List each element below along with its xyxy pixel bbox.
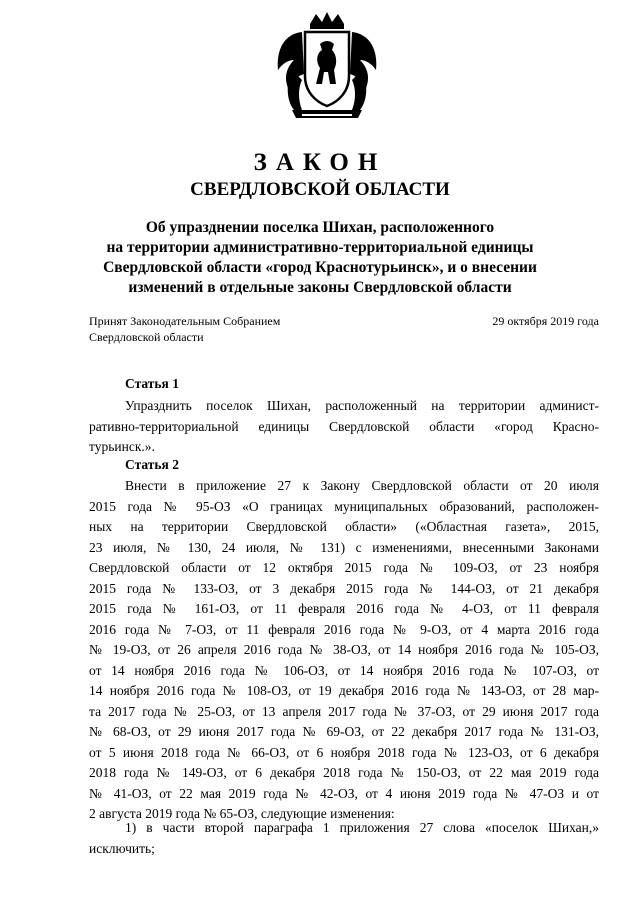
- article-2-heading: Статья 2: [125, 457, 179, 472]
- text-line: ных на территории Свердловской области» («Областная газета», 2015,: [89, 519, 599, 534]
- text-line: 2 августа 2019 года № 65-ОЗ, следующие изменения:: [89, 806, 395, 821]
- text-line: исключить;: [89, 840, 155, 856]
- text-line: от 14 ноября 2016 года № 106-ОЗ, от 14 ноября 2016 года № 107-ОЗ, от: [89, 662, 599, 678]
- adoption-body: [89, 313, 280, 345]
- article-1-heading: Статья 1: [125, 376, 179, 391]
- subject-line: на территории административно-территориальной единицы: [106, 239, 534, 256]
- text-line: 2018 года № 149-ОЗ, от 6 декабря 2018 года № 150-ОЗ, от 22 мая 2019 года: [89, 765, 599, 780]
- text-line: 1) в части второй параграфа 1 приложения 27 слова «поселок Шихан,»: [125, 820, 599, 835]
- subject-line: Об упразднении поселка Шихан, расположенного: [145, 219, 495, 236]
- text-line: 14 ноября 2016 года № 108-ОЗ, от 19 декабря 2016 года № 143-ОЗ, от 28 мар-: [89, 683, 599, 698]
- text-line: Свердловской области от 12 октября 2015 года № 109-ОЗ, от 23 ноября: [89, 560, 599, 575]
- region-title: СВЕРДЛОВСКОЙ ОБЛАСТИ: [190, 179, 450, 200]
- text-line: Внести в приложение 27 к Закону Свердловской области от 20 июля: [125, 478, 599, 493]
- coat-of-arms-emblem: [272, 10, 382, 122]
- adoption-line: Свердловской области: [89, 330, 204, 344]
- text-line: ративно-территориальной единицы Свердловской области «город Красно-: [89, 418, 599, 434]
- text-line: от 5 июня 2018 года № 66-ОЗ, от 6 ноября 2018 года № 123-ОЗ, от 6 декабря: [89, 744, 599, 760]
- article-2-text: [89, 476, 599, 825]
- text-line: 23 июля, № 130, 24 июля, № 131) с изменениями, внесенными Законами: [89, 539, 599, 555]
- subject-line: Свердловской области «город Краснотурьинск», и о внесении: [103, 259, 537, 276]
- text-line: 2015 года № 133-ОЗ, от 3 декабря 2015 года № 144-ОЗ, от 21 декабря: [89, 580, 599, 596]
- subject-line: изменений в отдельные законы Свердловской области: [128, 279, 512, 296]
- text-line: та 2017 года № 25-ОЗ, от 13 апреля 2017 года № 37-ОЗ, от 29 июня 2017 года: [89, 703, 599, 719]
- text-line: 2015 года № 161-ОЗ, от 11 февраля 2016 года № 4-ОЗ, от 11 февраля: [89, 601, 599, 616]
- text-line: турьинск.».: [89, 439, 155, 454]
- adoption-date: 29 октября 2019 года: [492, 314, 599, 328]
- text-line: № 68-ОЗ, от 29 июня 2017 года № 69-ОЗ, от 22 декабря 2017 года № 131-ОЗ,: [89, 724, 599, 739]
- adoption-line: Принят Законодательным Собранием: [89, 314, 281, 328]
- text-line: 2016 года № 7-ОЗ, от 11 февраля 2016 года № 9-ОЗ, от 4 марта 2016 года: [89, 621, 599, 637]
- article-2-item-1: [89, 818, 599, 859]
- text-line: № 19-ОЗ, от 26 апреля 2016 года № 38-ОЗ, от 14 ноября 2016 года № 105-ОЗ,: [89, 642, 599, 657]
- text-line: № 41-ОЗ, от 22 мая 2019 года № 42-ОЗ, от 4 июня 2019 года № 47-ОЗ и от: [89, 785, 599, 801]
- law-subject: [80, 218, 560, 298]
- text-line: Упразднить поселок Шихан, расположенный на территории админист-: [125, 398, 599, 413]
- text-line: 2015 года № 95-ОЗ «О границах муниципальных образований, расположен-: [89, 498, 599, 514]
- article-1-text: [89, 396, 599, 458]
- law-title: ЗАКОН: [253, 149, 387, 176]
